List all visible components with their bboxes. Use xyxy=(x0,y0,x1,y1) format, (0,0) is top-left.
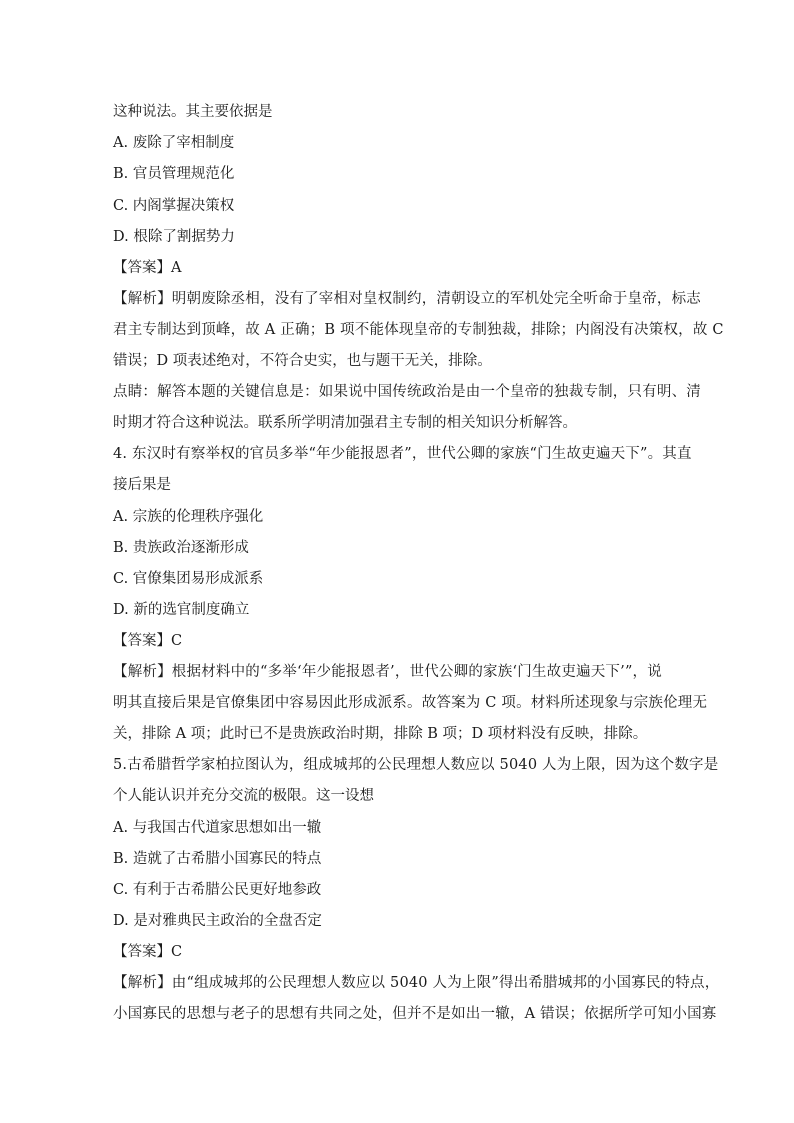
option-a: A. 废除了宰相制度 xyxy=(113,135,235,151)
option-c: C. 有利于古希腊公民更好地参政 xyxy=(113,882,322,898)
analysis-line: 明其直接后果是官僚集团中容易因此形成派系。故答案为 C 项。材料所述现象与宗族伦理无 xyxy=(113,695,708,711)
analysis-line: 小国寡民的思想与老子的思想有共同之处，但并不是如出一辙，A 错误；依据所学可知小国寡 xyxy=(113,1006,717,1022)
option-d: D. 根除了割据势力 xyxy=(113,229,235,245)
analysis-line: 【解析】由“组成城邦的公民理想人数应以 5040 人为上限”得出希腊城邦的小国寡民的特点， xyxy=(113,975,720,991)
question-5-line: 5.古希腊哲学家柏拉图认为，组成城邦的公民理想人数应以 5040 人为上限，因为这个数字是 xyxy=(113,757,719,773)
option-d: D. 是对雅典民主政治的全盘否定 xyxy=(113,913,322,929)
answer-line: 【答案】A xyxy=(113,260,182,276)
question-4-line: 4. 东汉时有察举权的官员多举“年少能报恩者”，世代公卿的家族“门生故吏遍天下”。其直 xyxy=(113,446,692,462)
analysis-line: 错误；D 项表述绝对，不符合史实，也与题干无关，排除。 xyxy=(113,353,492,369)
option-d: D. 新的选官制度确立 xyxy=(113,602,250,618)
question-4-line: 接后果是 xyxy=(113,477,171,493)
hint-line: 点睛：解答本题的关键信息是：如果说中国传统政治是由一个皇帝的独裁专制，只有明、清 xyxy=(113,384,701,400)
answer-line: 【答案】C xyxy=(113,633,183,649)
option-b: B. 贵族政治逐渐形成 xyxy=(113,540,249,556)
analysis-line: 君主专制达到顶峰，故 A 正确；B 项不能体现皇帝的专制独裁，排除；内阁没有决策权，故 C xyxy=(113,322,724,338)
hint-line: 时期才符合这种说法。联系所学明清加强君主专制的相关知识分析解答。 xyxy=(113,415,577,431)
option-b: B. 官员管理规范化 xyxy=(113,166,235,182)
analysis-line: 【解析】根据材料中的“多举‘年少能报恩者’，世代公卿的家族‘门生故吏遍天下’”，说 xyxy=(113,664,662,680)
option-c: C. 内阁掌握决策权 xyxy=(113,198,235,214)
option-a: A. 宗族的伦理秩序强化 xyxy=(113,509,264,525)
option-c: C. 官僚集团易形成派系 xyxy=(113,571,264,587)
text-line: 这种说法。其主要依据是 xyxy=(113,104,273,120)
option-b: B. 造就了古希腊小国寡民的特点 xyxy=(113,851,322,867)
answer-line: 【答案】C xyxy=(113,944,183,960)
option-a: A. 与我国古代道家思想如出一辙 xyxy=(113,820,322,836)
analysis-line: 【解析】明朝废除丞相，没有了宰相对皇权制约，清朝设立的军机处完全听命于皇帝，标志 xyxy=(113,291,701,307)
analysis-line: 关，排除 A 项；此时已不是贵族政治时期，排除 B 项；D 项材料没有反映，排除。 xyxy=(113,726,648,742)
question-5-line: 个人能认识并充分交流的极限。这一设想 xyxy=(113,788,374,804)
